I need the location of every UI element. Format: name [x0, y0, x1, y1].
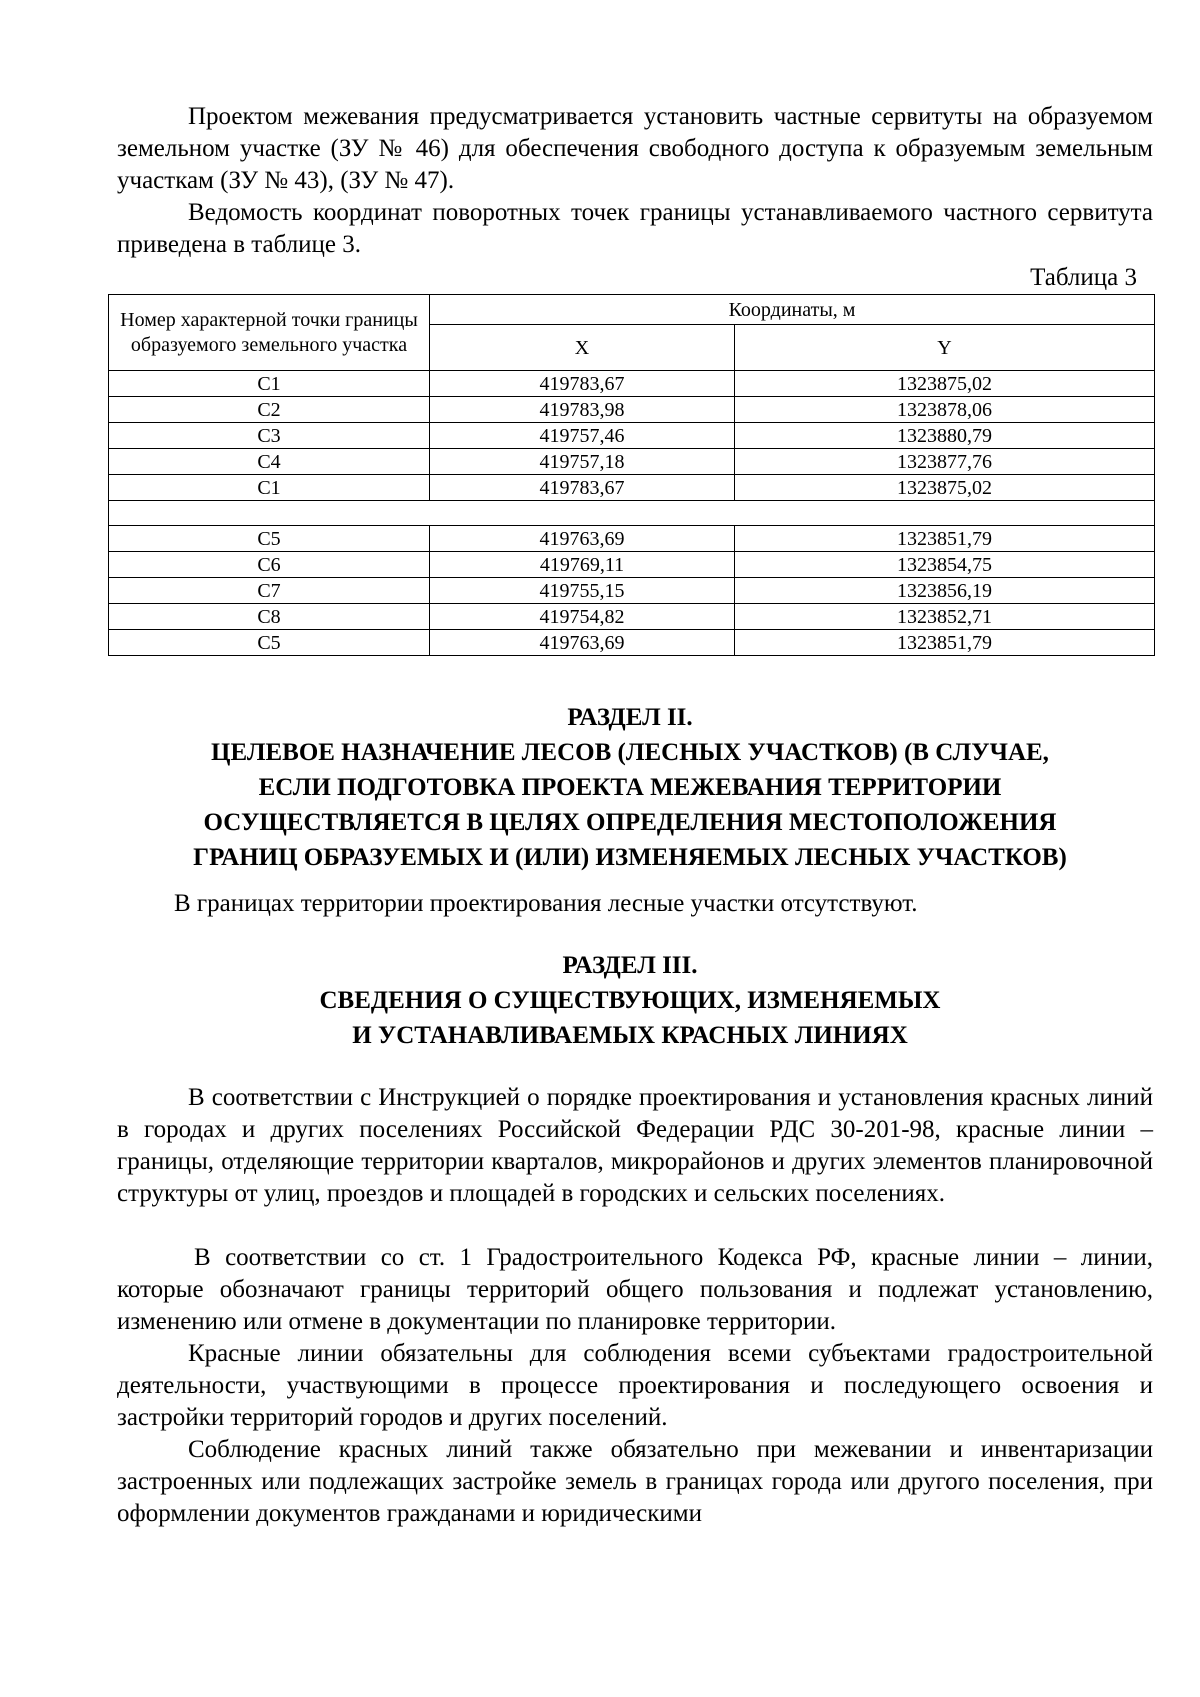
table-row — [109, 475, 1155, 501]
y-cell: 1323851,79 — [735, 526, 1155, 552]
y-cell: 1323854,75 — [735, 552, 1155, 578]
table-group-separator — [109, 501, 1155, 526]
header-coordinates: Координаты, м — [430, 295, 1155, 325]
section-3-paragraph-2: В соответствии со ст. 1 Градостроительного Кодекса РФ, красные линии – линии, которые обозначают границы территорий общего пользования и подлежат установлению, изменению или отмене в документации по планировке территории. — [117, 1244, 1153, 1335]
y-cell: 1323851,79 — [735, 630, 1155, 656]
section-2-title-line: ЦЕЛЕВОЕ НАЗНАЧЕНИЕ ЛЕСОВ (ЛЕСНЫХ УЧАСТКОВ) (В СЛУЧАЕ, — [211, 739, 1049, 766]
y-cell: 1323877,76 — [735, 449, 1155, 475]
table-row — [109, 423, 1155, 449]
intro-paragraph-table-reference: Ведомость координат поворотных точек границы устанавливаемого частного сервитута приведена в таблице 3. — [117, 199, 1153, 258]
point-cell: С5 — [109, 526, 430, 552]
y-cell: 1323878,06 — [735, 397, 1155, 423]
point-cell: С1 — [109, 475, 430, 501]
x-cell: 419757,18 — [430, 449, 735, 475]
intro-paragraph-servitude: Проектом межевания предусматривается установить частные сервитуты на образуемом земельном участке (ЗУ № 46) для обеспечения свободного доступа к образуемым земельным участкам (ЗУ № 43), (ЗУ № 47). — [117, 103, 1153, 194]
table-row — [109, 552, 1155, 578]
section-2-title-line: ОСУЩЕСТВЛЯЕТСЯ В ЦЕЛЯХ ОПРЕДЕЛЕНИЯ МЕСТОПОЛОЖЕНИЯ — [203, 809, 1057, 836]
section-3-number: РАЗДЕЛ III. — [562, 952, 698, 979]
section-2-heading — [100, 700, 1160, 875]
table-row — [109, 578, 1155, 604]
table-row — [109, 449, 1155, 475]
x-cell: 419783,98 — [430, 397, 735, 423]
section-3-title-line: СВЕДЕНИЯ О СУЩЕСТВУЮЩИХ, ИЗМЕНЯЕМЫХ — [319, 987, 941, 1014]
point-cell: С3 — [109, 423, 430, 449]
y-cell: 1323875,02 — [735, 371, 1155, 397]
section-3-paragraph-3: Красные линии обязательны для соблюдения всеми субъектами градостроительной деятельности, участвующими в процессе проектирования и последующего освоения и застройки территорий городов и других поселений. — [117, 1340, 1153, 1431]
header-point-number: Номер характерной точки границы образуемого земельного участка — [109, 295, 430, 371]
section-2-text: В границах территории проектирования лесные участки отсутствуют. — [174, 890, 918, 917]
point-cell: С7 — [109, 578, 430, 604]
y-cell: 1323852,71 — [735, 604, 1155, 630]
section-2-title-line: ГРАНИЦ ОБРАЗУЕМЫХ И (ИЛИ) ИЗМЕНЯЕМЫХ ЛЕСНЫХ УЧАСТКОВ) — [193, 844, 1067, 871]
x-cell: 419783,67 — [430, 475, 735, 501]
header-x: X — [430, 325, 735, 371]
point-cell: С6 — [109, 552, 430, 578]
y-cell: 1323856,19 — [735, 578, 1155, 604]
point-cell: С4 — [109, 449, 430, 475]
header-y: Y — [735, 325, 1155, 371]
x-cell: 419755,15 — [430, 578, 735, 604]
table-row — [109, 397, 1155, 423]
table-row — [109, 371, 1155, 397]
section-3-paragraph-1: В соответствии с Инструкцией о порядке проектирования и установления красных линий в городах и других поселениях Российской Федерации РДС 30-201-98, красные линии – границы, отделяющие территории кварталов, микрорайонов и других элементов планировочной структуры от улиц, проездов и площадей в городских и сельских поселениях. — [117, 1084, 1153, 1207]
x-cell: 419754,82 — [430, 604, 735, 630]
point-cell: С2 — [109, 397, 430, 423]
point-cell: С1 — [109, 371, 430, 397]
section-2-number: РАЗДЕЛ II. — [567, 704, 693, 731]
section-2-title-line: ЕСЛИ ПОДГОТОВКА ПРОЕКТА МЕЖЕВАНИЯ ТЕРРИТОРИИ — [258, 774, 1002, 801]
section-3-paragraph-4: Соблюдение красных линий также обязательно при межевании и инвентаризации застроенных или подлежащих застройке земель в границах города или другого поселения, при оформлении документов гражданами и юридическими — [117, 1436, 1153, 1527]
x-cell: 419763,69 — [430, 630, 735, 656]
section-3-title-line: И УСТАНАВЛИВАЕМЫХ КРАСНЫХ ЛИНИЯХ — [352, 1022, 908, 1049]
x-cell: 419763,69 — [430, 526, 735, 552]
coordinates-table — [108, 294, 1155, 656]
y-cell: 1323875,02 — [735, 475, 1155, 501]
point-cell: С8 — [109, 604, 430, 630]
point-cell: С5 — [109, 630, 430, 656]
x-cell: 419783,67 — [430, 371, 735, 397]
table-row — [109, 526, 1155, 552]
table-row — [109, 630, 1155, 656]
x-cell: 419769,11 — [430, 552, 735, 578]
section-3-heading — [100, 948, 1160, 1053]
table-caption: Таблица 3 — [1030, 264, 1137, 291]
x-cell: 419757,46 — [430, 423, 735, 449]
separator-cell — [109, 501, 1155, 526]
y-cell: 1323880,79 — [735, 423, 1155, 449]
table-row — [109, 604, 1155, 630]
